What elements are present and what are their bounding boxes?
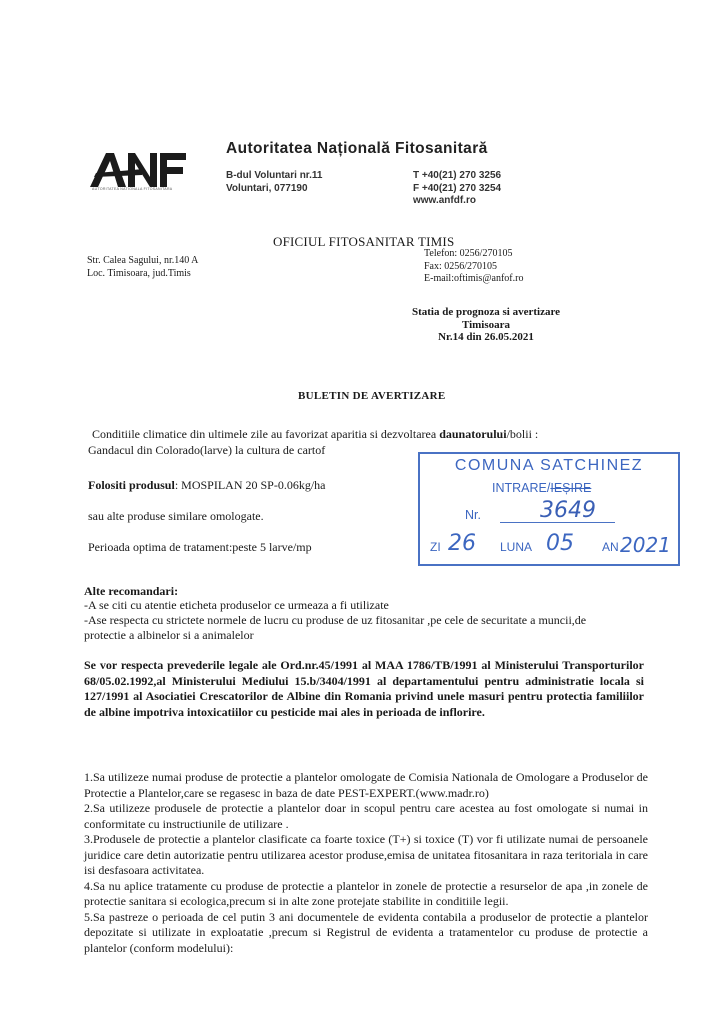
office-contact <box>424 248 523 286</box>
stamp-exit: IEȘIRE <box>550 481 592 495</box>
stamp-nr-value: 3649 <box>540 498 596 523</box>
recommendations-list <box>84 598 586 643</box>
station-number-date: Nr.14 din 26.05.2021 <box>438 331 534 343</box>
stamp-title: COMUNA SATCHINEZ <box>454 457 644 474</box>
obligation-item: 5.Sa pastreze o perioada de cel putin 3 ani documentele de evidenta contabila a produselor de protectie a plantelor depozitate si utilizate in exploatatie ,precum si Registrul de evidenta a tratamentelor cu produse de protectie a plantelor (conform modelului): <box>84 909 648 955</box>
conditions-line <box>92 427 538 442</box>
obligation-item: 3.Produsele de protectie a plantelor clasificate ca foarte toxice (T+) si toxice (T) vor fi utilizate numai de persoanele juridice care detin autorizatie pentru utilizarea acestor produse,emisa de unitatea fitosanitara in raza teritoriala in care isi desfasoara activitatea. <box>84 832 648 877</box>
org-address-line: Voluntari, 077190 <box>226 182 308 194</box>
conditions-suffix: /bolii : <box>506 427 539 441</box>
org-contact <box>413 170 501 208</box>
org-address-line: B-dul Voluntari nr.11 <box>226 170 323 181</box>
stamp-month-value: 05 <box>546 531 574 556</box>
stamp-entry: INTRARE/ <box>492 481 551 495</box>
recommendation-item: -Ase respecta cu strictete normele de lucru cu produse de uz fitosanitar ,pe cele de securitate a muncii,de <box>84 613 587 627</box>
office-title: OFICIUL FITOSANITAR TIMIS <box>273 234 455 249</box>
org-address <box>226 170 323 195</box>
treatment-period: Perioada optima de tratament:peste 5 larve/mp <box>88 540 312 554</box>
office-address-line: Loc. Timisoara, jud.Timis <box>87 267 191 279</box>
stamp-day-label: ZI <box>430 540 441 554</box>
recommendation-item: protectie a albinelor si a animalelor <box>84 628 254 642</box>
bulletin-title: BULETIN DE AVERTIZARE <box>298 390 446 402</box>
legal-paragraph: Se vor respecta prevederile legale ale Ord.nr.45/1991 al MAA 1786/TB/1991 al Ministerului Transporturilor 68/05.02.1992,al Ministerului Mediului 15.b/3404/1991 al departamentului pentru administratie locala si 127/1991 al Asociatiei Crescatorilor de Albine din Romania privind unele masuri pentru protectia familiilor de albine impotriva intoxicatiilor cu pesticide mai ales in perioada de inflorire. <box>84 658 644 719</box>
office-email: E-mail:oftimis@anfof.ro <box>424 273 524 284</box>
recommendations-title: Alte recomandari: <box>84 584 179 598</box>
office-phone: Telefon: 0256/270105 <box>424 248 513 259</box>
conditions-text: Conditiile climatice din ultimele zile au favorizat aparitia si dezvoltarea <box>92 427 440 441</box>
stamp-month-label: LUNA <box>500 540 533 554</box>
org-name: Autoritatea Națională Fitosanitară <box>226 140 488 157</box>
stamp-year-value: 2021 <box>620 533 671 557</box>
obligation-item: 4.Sa nu aplice tratamente cu produse de protectie a plantelor in zonele de protectie a resurselor de apa ,in zonele de protectie sanitara si ecologica,precum si in alte zone protejate stabilite in conditiile legii. <box>84 878 648 908</box>
recommendation-item: -A se citi cu atentie eticheta produselor ce urmeaza a fi utilizate <box>84 598 389 612</box>
pest-name: Gandacul din Colorado(larve) la cultura de cartof <box>88 443 326 457</box>
stamp-day-value: 26 <box>448 531 476 556</box>
product-label: Folositi produsul <box>88 478 175 492</box>
station-city: Timisoara <box>461 318 511 331</box>
product-value: : MOSPILAN 20 SP-0.06kg/ha <box>174 478 326 492</box>
conditions-bold: daunatorului <box>439 427 507 441</box>
stamp-nr-label: Nr. <box>465 508 481 522</box>
stamp-direction <box>492 481 591 495</box>
org-website: www.anfdf.ro <box>413 195 476 206</box>
stamp-year-label: AN <box>602 540 619 554</box>
office-address <box>87 255 198 280</box>
product-line <box>88 478 326 493</box>
org-fax: F +40(21) 270 3254 <box>413 182 502 194</box>
obligation-item: 1.Sa utilizeze numai produse de protectie a plantelor omologate de Comisia Nationala de Omologare a Produselor de Protectie a Plantelor,care se regasesc in baza de date PEST-EXPERT.(www.madr.ro) <box>84 770 648 800</box>
office-fax: Fax: 0256/270105 <box>424 260 498 272</box>
station-name: Statia de prognoza si avertizare <box>411 306 561 318</box>
office-address-line: Str. Calea Sagului, nr.140 A <box>87 255 199 266</box>
numbered-obligations <box>84 770 648 956</box>
org-phone: T +40(21) 270 3256 <box>413 170 502 181</box>
obligation-item: 2.Sa utilizeze produsele de protectie a plantelor doar in scopul pentru care acestea au fost omologate si numai in conformitate cu instructiunile de utilizare . <box>84 801 648 831</box>
station-block <box>386 306 586 344</box>
alternatives-text: sau alte produse similare omologate. <box>88 509 264 523</box>
anf-logo-icon <box>88 147 188 189</box>
logo-caption: AUTORITATEA NATIONALA FITOSANITARA <box>92 187 173 191</box>
registration-stamp <box>418 452 680 566</box>
